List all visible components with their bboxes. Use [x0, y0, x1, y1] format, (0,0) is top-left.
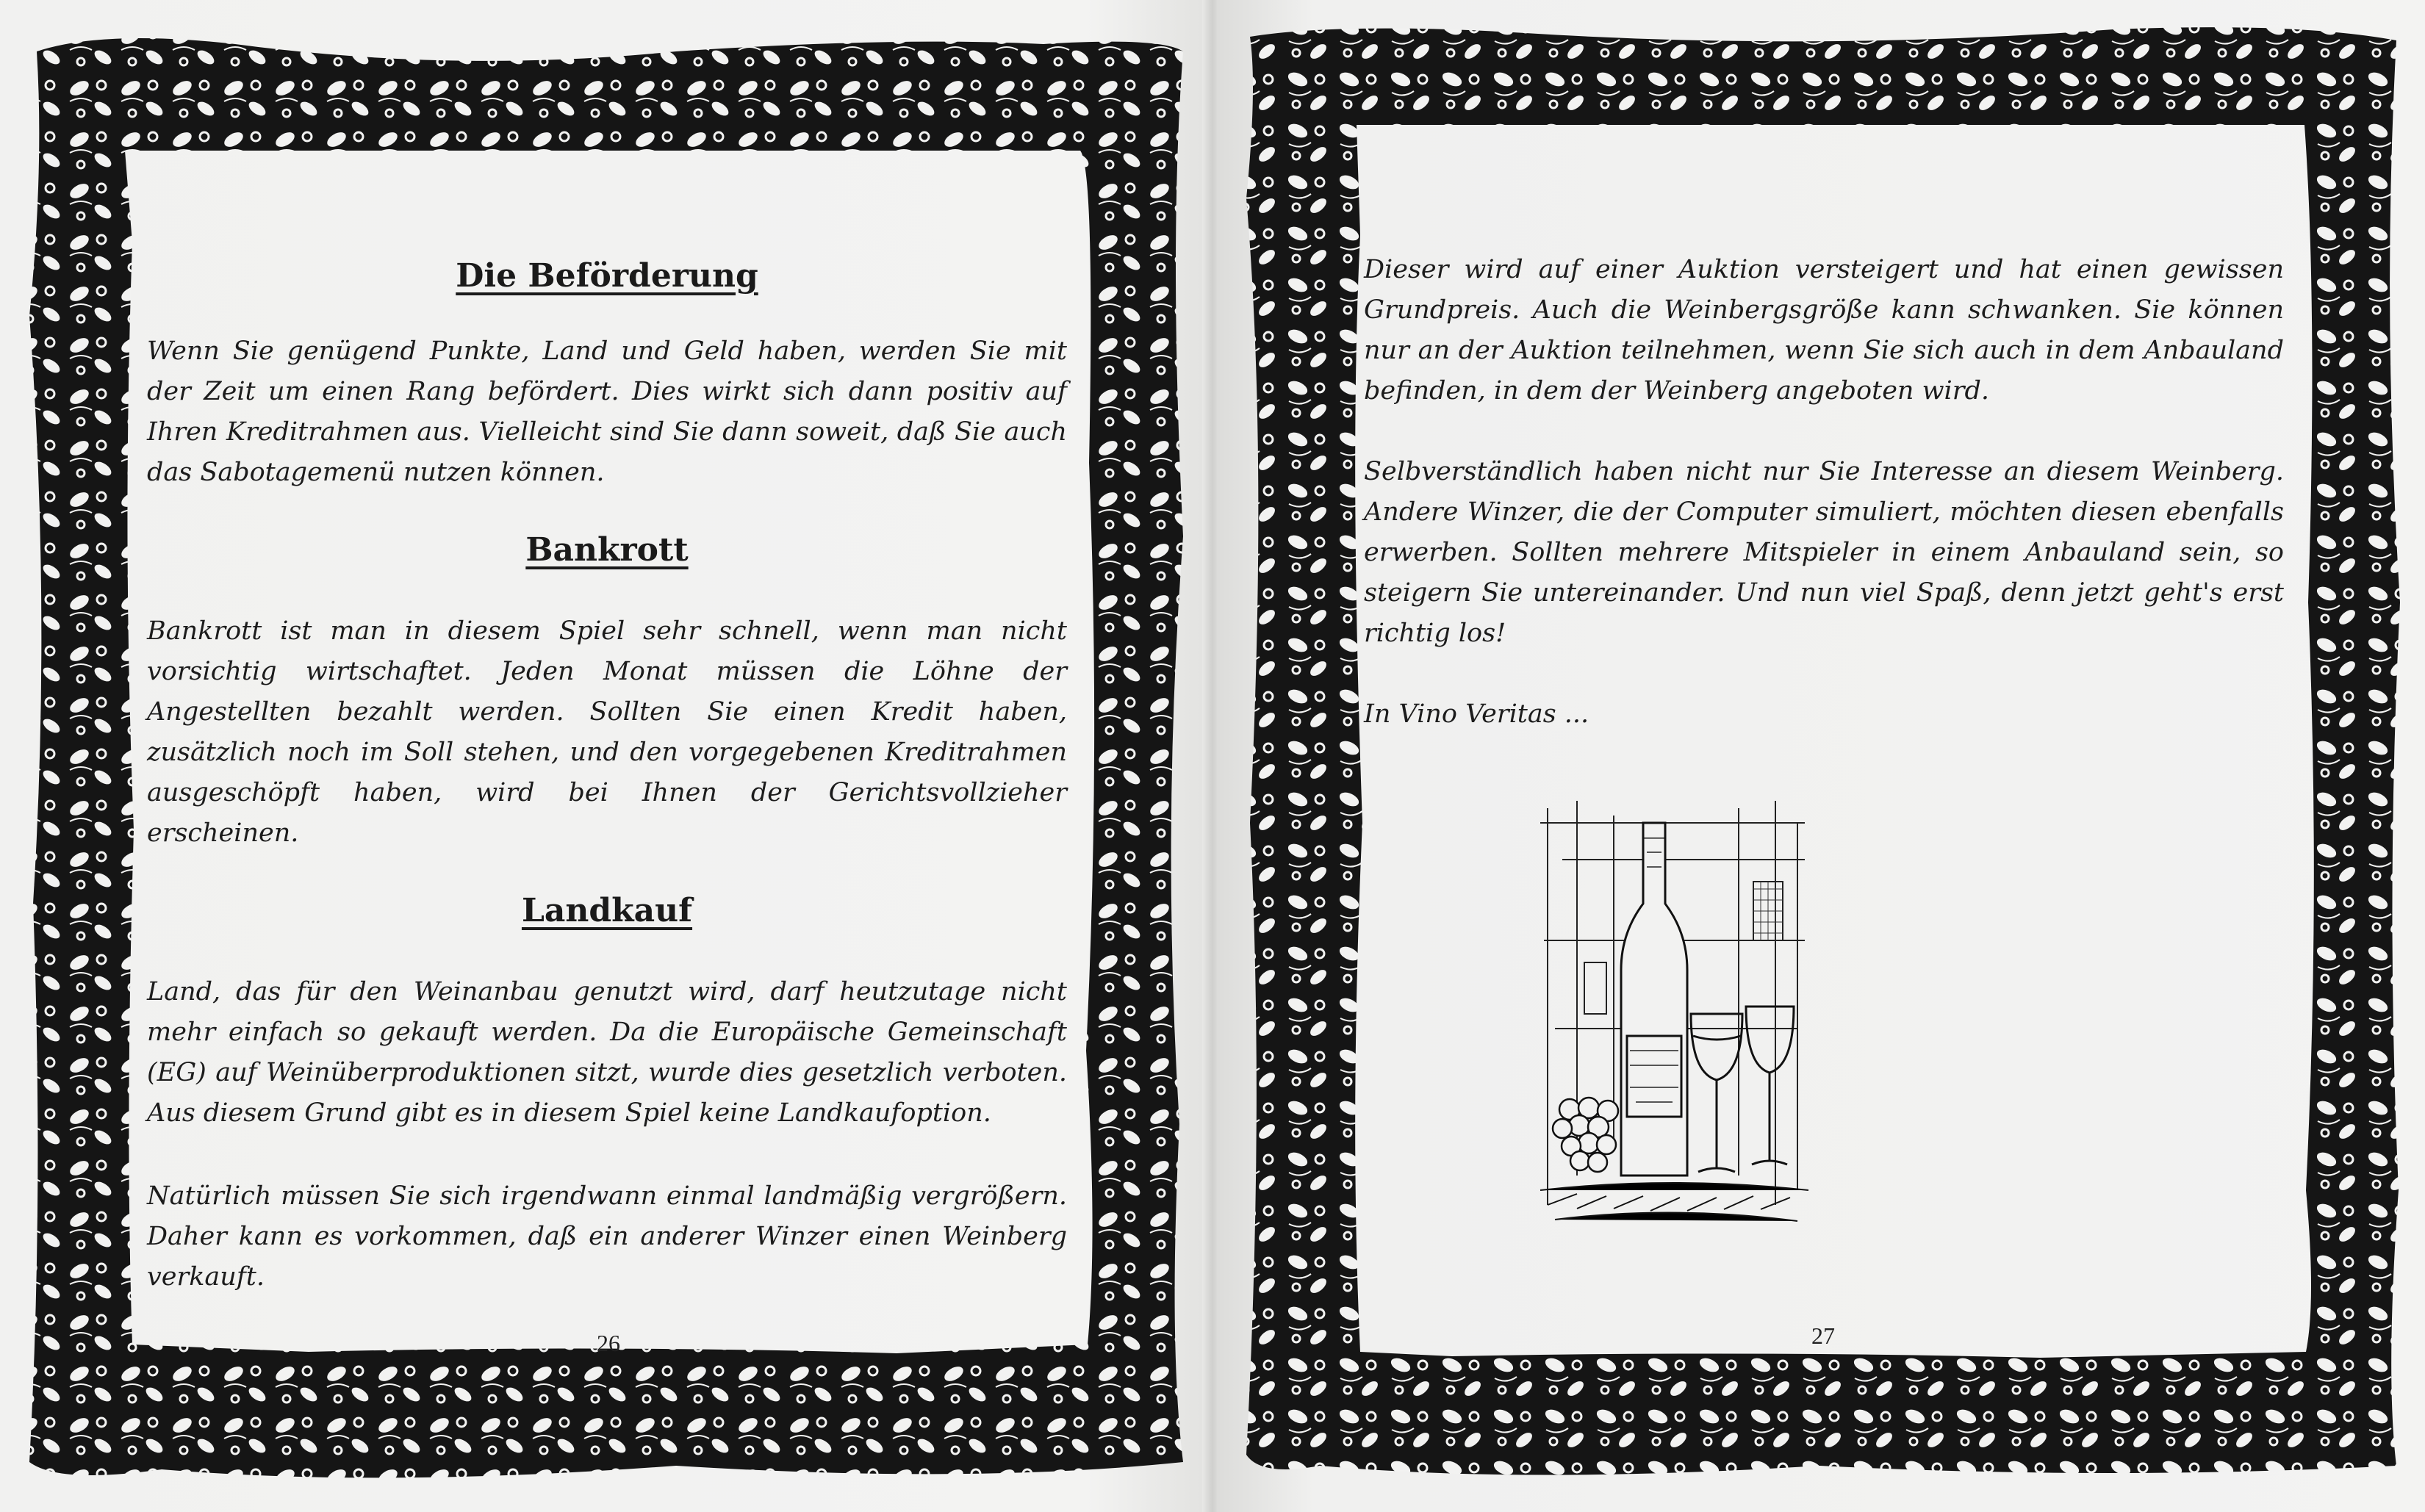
right-page-content — [1364, 250, 2284, 735]
vine-frame-right — [1232, 15, 2415, 1488]
left-page-content — [147, 250, 1067, 1297]
heading-befoerderung: Die Beförderung — [456, 257, 758, 295]
heading-bankrott: Bankrott — [525, 531, 689, 569]
vine-border-icon — [1232, 15, 2415, 1488]
wine-illustration-icon — [1533, 793, 1812, 1234]
page-number-left: 26 — [597, 1330, 620, 1356]
right-page — [1217, 0, 2425, 1512]
paragraph-befoerderung: Wenn Sie genügend Punkte, Land und Geld haben, werden Sie mit der Zeit um einen Rang befördert. Dies wirkt sich dann positiv auf Ihren Kreditrahmen aus. Vielleicht sind Sie dann soweit, daß Sie auch das Sabotagemenü nutzen können. — [147, 336, 1067, 487]
paragraph-landkauf-2: Natürlich müssen Sie sich irgendwann einmal landmäßig vergrößern. Daher kann es vorkommen, daß ein anderer Winzer einen Weinberg verkauft. — [147, 1181, 1067, 1292]
paragraph-mitspieler: Selbverständlich haben nicht nur Sie Interesse an diesem Weinberg. Andere Winzer, die der Computer simuliert, möchten diesen ebenfalls erwerben. Sollten mehrere Mitspieler in einem Anbauland sein, so steigern Sie untereinander. Und nun viel Spaß, denn jetzt geht's erst richtig los! — [1364, 457, 2284, 648]
paragraph-in-vino-veritas: In Vino Veritas ... — [1364, 699, 1589, 729]
paragraph-bankrott: Bankrott ist man in diesem Spiel sehr schnell, wenn man nicht vorsichtig wirtschaftet. Jeden Monat müssen die Löhne der Angestellten bezahlt werden. Sollten Sie einen Kredit haben, zusätzlich noch im Soll stehen, und den vorgegebenen Kreditrahmen ausgeschöpft haben, wird bei Ihnen der Gerichtsvollzieher erscheinen. — [147, 616, 1067, 848]
paragraph-auktion: Dieser wird auf einer Auktion versteigert und hat einen gewissen Grundpreis. Auch die Weinbergsgröße kann schwanken. Sie können nur an der Auktion teilnehmen, wenn Sie sich auch in dem Anbauland befinden, in dem der Weinberg angeboten wird. — [1364, 255, 2284, 406]
page-number-right: 27 — [1811, 1322, 1835, 1349]
paragraph-landkauf-1: Land, das für den Weinanbau genutzt wird, darf heutzutage nicht mehr einfach so gekauft werden. Da die Europäische Gemeinschaft (EG) auf Weinüberproduktionen sitzt, wurde dies gesetzlich verboten. Aus diesem Grund gibt es in diesem Spiel keine Landkaufoption. — [147, 977, 1067, 1128]
heading-landkauf: Landkauf — [521, 892, 693, 929]
left-page — [0, 0, 1208, 1512]
wine-still-life-illustration — [1533, 793, 1812, 1234]
